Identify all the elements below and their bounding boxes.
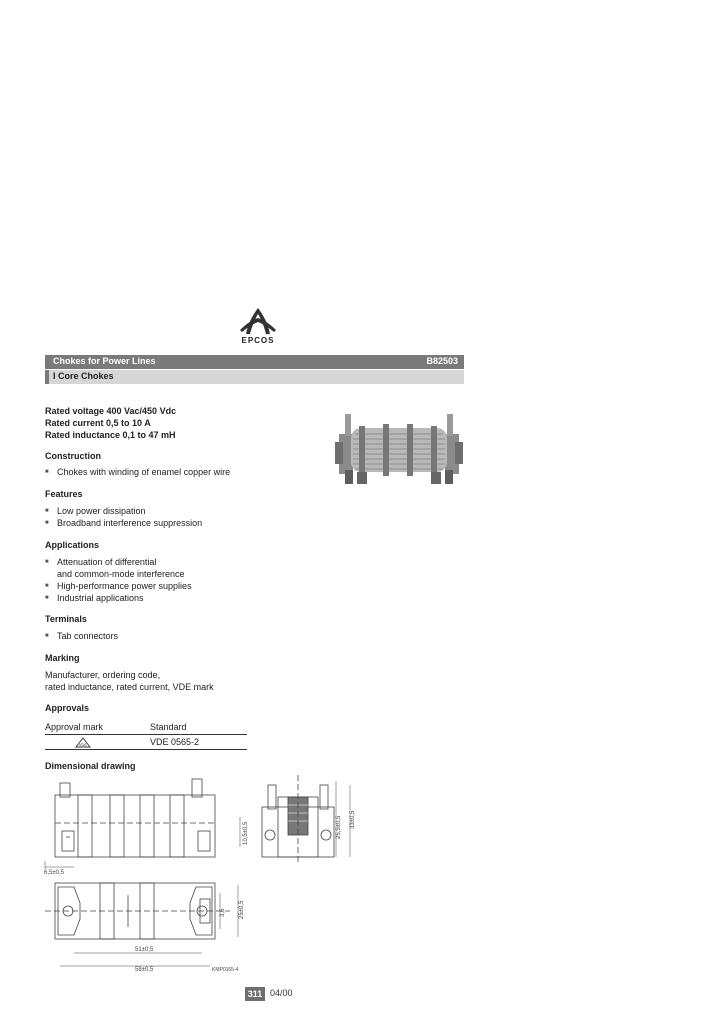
applications-heading: Applications [45,540,100,550]
rated-voltage: Rated voltage 400 Vac/450 Vdc [45,406,177,416]
subtitle-edge [45,370,49,384]
bullet-icon: ■ [45,508,49,514]
marking-heading: Marking [45,653,80,663]
table-divider [45,734,247,735]
table-divider [45,749,247,750]
epcos-logo [230,306,286,350]
applications-item: ■ Attenuation of differential [45,557,157,567]
svg-text:10,5±0,5: 10,5±0,5 [243,821,249,845]
drawing-top-view [45,883,245,973]
svg-text:25,5±0,5: 25,5±0,5 [336,815,342,839]
bullet-icon: ■ [45,520,49,526]
applications-item-continuation: and common-mode interference [57,569,185,579]
features-item: ■ Broadband interference suppression [45,518,203,528]
construction-item: ■ Chokes with winding of enamel copper wire [45,467,231,477]
svg-text:33±0,5: 33±0,5 [350,810,356,829]
subtitle-bar [45,370,464,384]
svg-text:51±0,5: 51±0,5 [135,947,154,953]
bullet-icon: ■ [45,469,49,475]
svg-text:58±0,5: 58±0,5 [135,967,154,973]
ratings [45,405,176,441]
product-photo [333,412,463,487]
col-standard: Standard [150,722,187,732]
bullet-icon: ■ [45,559,49,565]
features-item: ■ Low power dissipation [45,506,146,516]
svg-text:25±0,5: 25±0,5 [239,900,245,919]
terminals-heading: Terminals [45,614,87,624]
svg-text:VDE: VDE [78,742,88,747]
brand-name: EPCOS [241,336,275,345]
page-date: 04/00 [270,988,293,998]
terminals-item: ■ Tab connectors [45,631,119,641]
marking-line: Manufacturer, ordering code, [45,670,161,680]
drawing-end-view [240,775,356,865]
part-number: B82503 [426,356,458,366]
features-heading: Features [45,489,83,499]
svg-text:KMP0165-4: KMP0165-4 [212,967,239,973]
rated-current: Rated current 0,5 to 10 A [45,418,151,428]
svg-text:6,5±0,5: 6,5±0,5 [44,870,64,876]
vde-mark-icon [75,737,91,748]
svg-text:3,6: 3,6 [220,908,226,917]
bullet-icon: ■ [45,595,49,601]
page-number: 311 [245,987,265,1001]
bullet-icon: ■ [45,583,49,589]
dimensional-drawing [40,775,370,975]
approvals-table [45,722,247,748]
bullet-icon: ■ [45,633,49,639]
title-bar [45,355,464,369]
col-approval-mark: Approval mark [45,722,104,732]
epcos-logo-icon [230,306,286,336]
page-title: Chokes for Power Lines [53,356,156,366]
applications-item: ■ Industrial applications [45,593,144,603]
construction-heading: Construction [45,451,101,461]
page-subtitle: I Core Chokes [53,371,114,381]
applications-item: ■ High-performance power supplies [45,581,192,591]
marking-line: rated inductance, rated current, VDE mark [45,682,214,692]
drawing-heading: Dimensional drawing [45,761,136,771]
standard-value: VDE 0565-2 [150,737,200,747]
approvals-heading: Approvals [45,703,90,713]
rated-inductance: Rated inductance 0,1 to 47 mH [45,430,176,440]
drawing-side-view [44,779,215,876]
